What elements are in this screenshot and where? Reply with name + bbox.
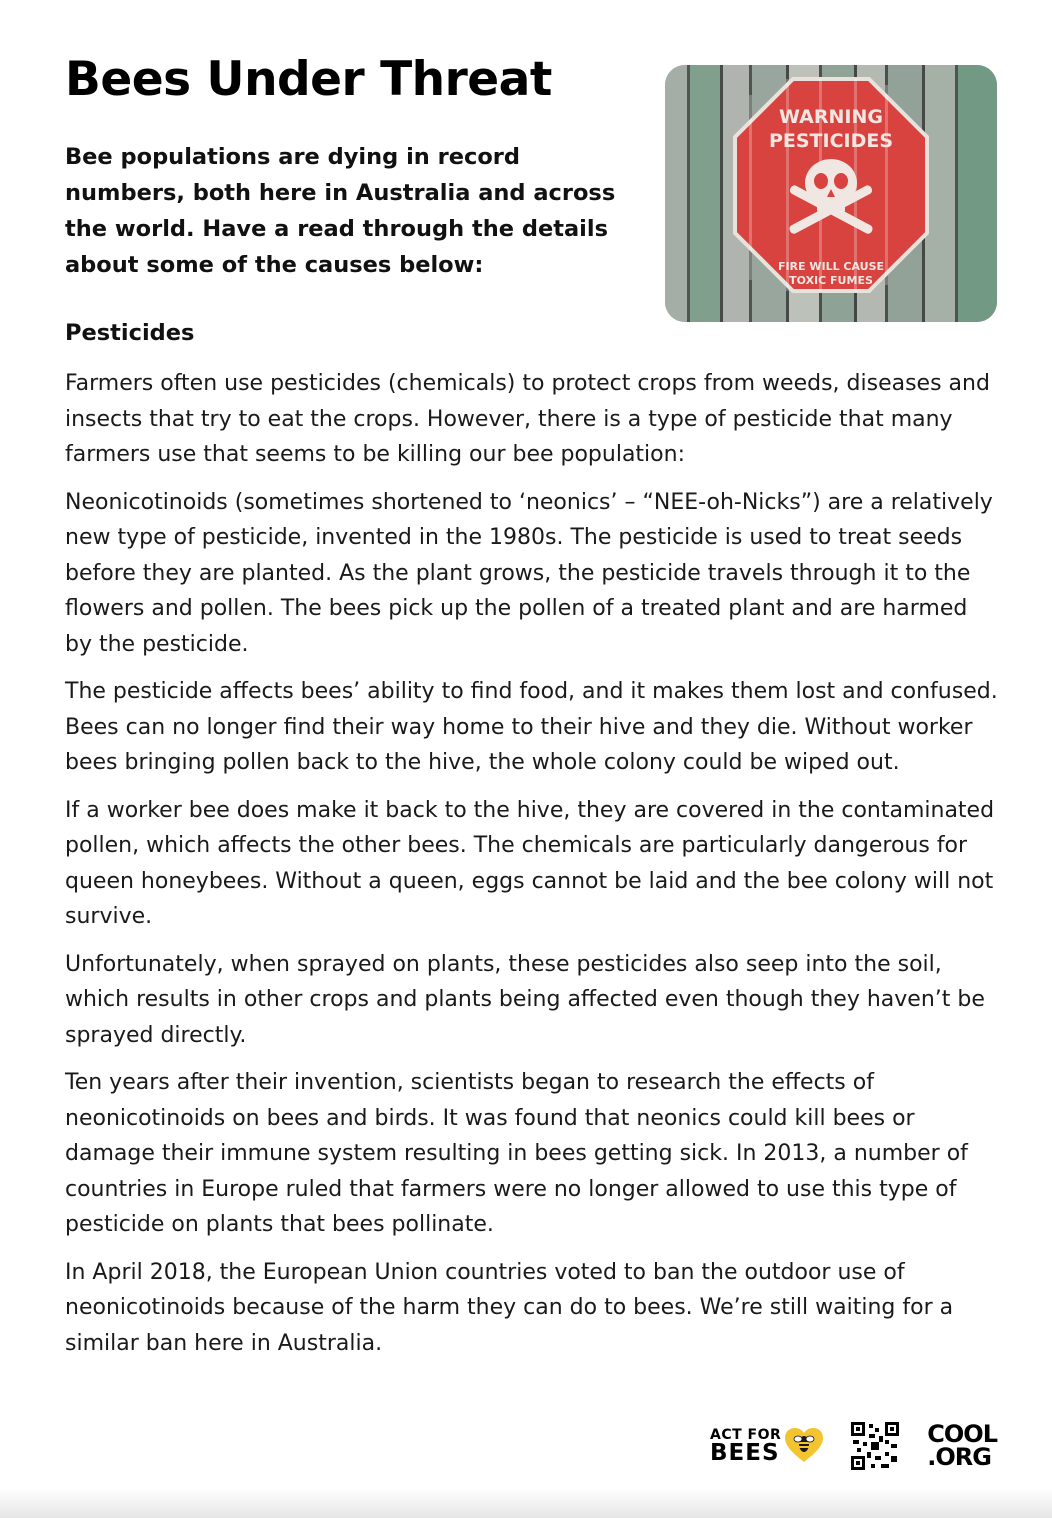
bees-label: BEES <box>710 1439 780 1466</box>
sign-line-pesticides: PESTICIDES <box>768 130 894 152</box>
footer-logos <box>710 1420 997 1472</box>
paragraph: If a worker bee does make it back to the hive, they are covered in the contaminated pollen, which affects the other bees. The chemicals are particularly dangerous for queen honeybees. Without a queen, eggs cannot be laid and the bee colony will not survive. <box>65 797 995 929</box>
section-heading: Pesticides <box>65 320 195 346</box>
paragraph: Farmers often use pesticides (chemicals) to protect crops from weeds, diseases and insects that try to eat the crops. However, there is a type of pesticide that many farmers use that seems to be killing our bee population: <box>65 371 990 467</box>
intro-text: Bee populations are dying in record numbers, both here in Australia and across the world. Have a read through the details about some of the causes below: <box>65 144 616 278</box>
cool-label: COOL <box>927 1420 997 1449</box>
act-for-label: ACT FOR <box>710 1426 782 1443</box>
page-title: Bees Under Threat <box>65 52 552 107</box>
sign-line-fire: FIRE WILL CAUSE <box>777 260 885 273</box>
paragraph: Unfortunately, when sprayed on plants, these pesticides also seep into the soil, which results in other crops and plants being affected even though they haven’t be sprayed directly. <box>65 951 985 1048</box>
warning-pesticides-photo <box>665 65 997 322</box>
sign-line-fumes: TOXIC FUMES <box>789 274 873 287</box>
bee-heart-icon <box>785 1428 823 1464</box>
article-body <box>65 366 1000 1373</box>
sign-line-warning: WARNING <box>779 106 883 128</box>
cool-org-logo <box>927 1420 997 1471</box>
org-label: .ORG <box>927 1443 991 1471</box>
paragraph: Neonicotinoids (sometimes shortened to ‘neonics’ – “NEE-oh-Nicks”) are a relatively new type of pesticide, invented in the 1980s. The pesticide is used to treat seeds before they are planted. As the plant grows, the pesticide travels through it to the flowers and pollen. The bees pick up the pollen of a treated plant and are harmed by the pesticide. <box>65 489 993 657</box>
paragraph: In April 2018, the European Union countries voted to ban the outdoor use of neonicotinoids because of the harm they can do to bees. We’re still waiting for a similar ban here in Australia. <box>65 1259 954 1356</box>
paragraph: Ten years after their invention, scientists began to research the effects of neonicotinoids on bees and birds. It was found that neonics could kill bees or damage their immune system resulting in bees getting sick. In 2013, a number of countries in Europe ruled that farmers were no longer allowed to use this type of pesticide on plants that bees pollinate. <box>65 1070 968 1237</box>
qr-code-icon <box>851 1422 899 1470</box>
paragraph: The pesticide affects bees’ ability to find food, and it makes them lost and confused. Bees can no longer find their way home to their hive and they die. Without worker bees bringing pollen back to the hive, the whole colony could be wiped out. <box>65 679 998 775</box>
act-for-bees-logo <box>710 1428 823 1465</box>
page-bottom-edge <box>0 1488 1052 1518</box>
